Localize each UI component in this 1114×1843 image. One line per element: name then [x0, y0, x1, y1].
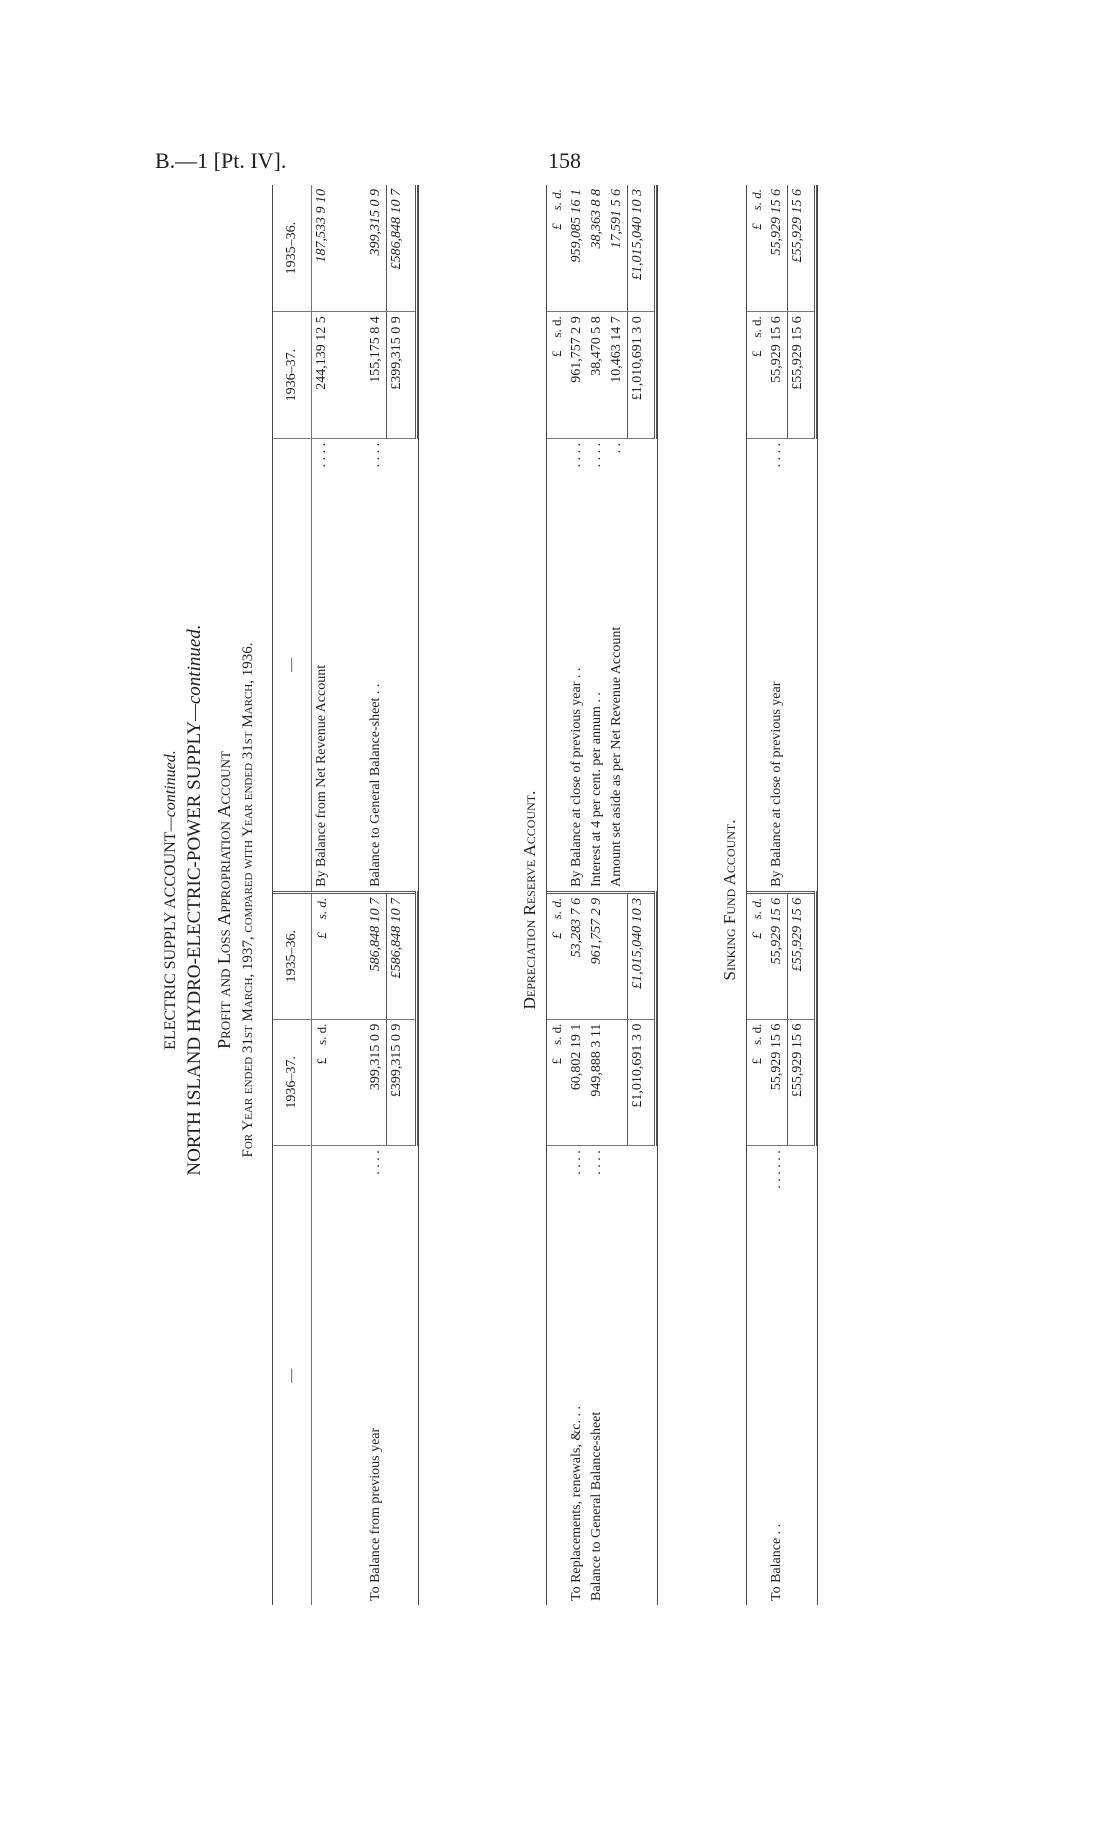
- col-dash: —: [273, 1146, 312, 1605]
- amount-1936-37: 155,175 8 4: [366, 312, 387, 439]
- total-1936-37: £1,010,691 3 0: [628, 312, 656, 439]
- amount-1935-36: 187,533 9 10: [312, 185, 366, 312]
- col-1935-36: 1935–36.: [273, 892, 312, 1019]
- leader-dots: . . . .: [589, 1150, 604, 1175]
- unit-row: [312, 185, 366, 1605]
- ledger-entry: Interest at 4 per cent. per annum . .: [587, 623, 607, 892]
- subheading-main: NORTH ISLAND HYDRO-ELECTRIC-POWER SUPPLY: [184, 721, 205, 1176]
- amount-1936-37: 38,470 5 8: [587, 312, 607, 439]
- account-title: Profit and Loss Appropriation Account: [214, 751, 234, 1049]
- leader-dots: . . . .: [367, 1150, 383, 1175]
- ledger-entry: By Balance from Net Revenue Account: [312, 623, 366, 892]
- amount-1935-36: 38,363 8 8: [587, 185, 607, 312]
- amount-1936-37: 399,315 0 9: [366, 1019, 387, 1146]
- page-number: 158: [548, 148, 581, 173]
- total-1935-36: £55,929 15 6: [788, 892, 816, 1019]
- ledger-row: [587, 185, 607, 1605]
- ledger-entry: By Balance at close of previous year . .: [567, 623, 587, 892]
- amount-1936-37: 961,757 2 9: [567, 312, 587, 439]
- amount-1936-37: 60,802 19 1: [567, 1019, 587, 1146]
- amount-1935-36: 17,591 5 6: [607, 185, 628, 312]
- leader-dots: . . . .: [314, 442, 329, 468]
- sinking-fund-title: Sinking Fund Account.: [720, 819, 739, 981]
- section-heading: [162, 115, 180, 1685]
- unit-row: [747, 185, 767, 1605]
- ledger-row: [767, 185, 788, 1605]
- total-1936-37: £399,315 0 9: [386, 312, 416, 439]
- leader-dots: . . . .: [569, 1150, 584, 1175]
- amount-1936-37: 244,139 12 5: [312, 312, 366, 439]
- ledger-entry: To Replacements, renewals, &c. . .: [569, 1406, 584, 1601]
- subsection-heading: [184, 115, 206, 1685]
- heading-continued: —continued.: [162, 750, 179, 832]
- amount-1936-37: 55,929 15 6: [767, 312, 788, 439]
- ledger-entry: To Balance from previous year: [367, 1427, 383, 1601]
- depreciation-title: Depreciation Reserve Account.: [520, 790, 539, 1010]
- unit-label: £ s. d.: [312, 1019, 366, 1146]
- leader-dots: . .: [609, 442, 624, 454]
- leader-dots: . . . .: [569, 442, 584, 468]
- ledger-row: [567, 185, 587, 1605]
- totals-row: [386, 185, 416, 1605]
- amount-1935-36: 55,929 15 6: [767, 185, 788, 312]
- total-1936-37: £399,315 0 9: [386, 1019, 416, 1146]
- col-1935-36: 1935–36.: [273, 185, 312, 312]
- unit-label: £ s. d.: [747, 892, 767, 1019]
- col-1936-37: 1936–37.: [273, 1019, 312, 1146]
- unit-label: £ s. d.: [747, 312, 767, 439]
- total-1935-36: £1,015,040 10 3: [628, 185, 656, 312]
- depreciation-table: [546, 185, 658, 1605]
- amount-1935-36: 399,315 0 9: [366, 185, 387, 312]
- profit-loss-table: [272, 185, 419, 1605]
- total-1936-37: £55,929 15 6: [788, 1019, 816, 1146]
- rotated-page-content: [160, 115, 1020, 1685]
- ledger-entry: Balance to General Balance-sheet . .: [366, 623, 387, 892]
- amount-1935-36: 959,085 16 1: [567, 185, 587, 312]
- sinking-fund-table: [746, 185, 818, 1605]
- amount-1935-36: 53,283 7 6: [567, 892, 587, 1019]
- unit-label: £ s. d.: [547, 1019, 567, 1146]
- amount-1936-37: 949,888 3 11: [587, 1019, 607, 1146]
- amount-1936-37: 55,929 15 6: [767, 1019, 788, 1146]
- total-1935-36: £1,015,040 10 3: [628, 892, 656, 1019]
- account-period: For Year ended 31st March, 1937, compared with Year ended 31st March, 1936.: [240, 642, 256, 1158]
- heading-main: ELECTRIC SUPPLY ACCOUNT: [162, 831, 179, 1050]
- unit-label: £ s. d.: [547, 892, 567, 1019]
- amount-1935-36: 961,757 2 9: [587, 892, 607, 1019]
- total-1935-36: £586,848 10 7: [386, 185, 416, 312]
- unit-row: [547, 185, 567, 1605]
- page-ref: B.—1 [Pt. IV].: [155, 148, 287, 173]
- unit-label: £ s. d.: [547, 312, 567, 439]
- ledger-entry: Amount set aside as per Net Revenue Account: [607, 623, 628, 892]
- totals-row: [788, 185, 816, 1605]
- ledger-entry: By Balance at close of previous year: [767, 623, 788, 892]
- amount-1935-36: 55,929 15 6: [767, 892, 788, 1019]
- col-dash: —: [273, 438, 312, 892]
- amount-1936-37: 10,463 14 7: [607, 312, 628, 439]
- total-1936-37: £55,929 15 6: [788, 312, 816, 439]
- ledger-entry: To Balance . .: [769, 1523, 784, 1601]
- ledger-row: [607, 185, 628, 1605]
- leader-dots: . . . . . .: [769, 1150, 784, 1189]
- unit-label: £ s. d.: [747, 1019, 767, 1146]
- amount-1935-36: 586,848 10 7: [366, 892, 387, 1019]
- leader-dots: . . . .: [367, 442, 383, 468]
- total-1936-37: £1,010,691 3 0: [628, 1019, 656, 1146]
- ledger-row: [366, 185, 387, 1605]
- subheading-continued: —continued.: [184, 624, 205, 722]
- col-1936-37: 1936–37.: [273, 312, 312, 439]
- unit-label: £ s. d.: [312, 892, 366, 1019]
- header-row: [273, 185, 312, 1605]
- leader-dots: . . . .: [589, 442, 604, 468]
- total-1935-36: £586,848 10 7: [386, 892, 416, 1019]
- unit-label: £ s. d.: [747, 185, 767, 312]
- unit-label: £ s. d.: [547, 185, 567, 312]
- totals-row: [628, 185, 656, 1605]
- ledger-entry: Balance to General Balance-sheet: [589, 1411, 604, 1601]
- leader-dots: . . . .: [769, 442, 784, 468]
- total-1935-36: £55,929 15 6: [788, 185, 816, 312]
